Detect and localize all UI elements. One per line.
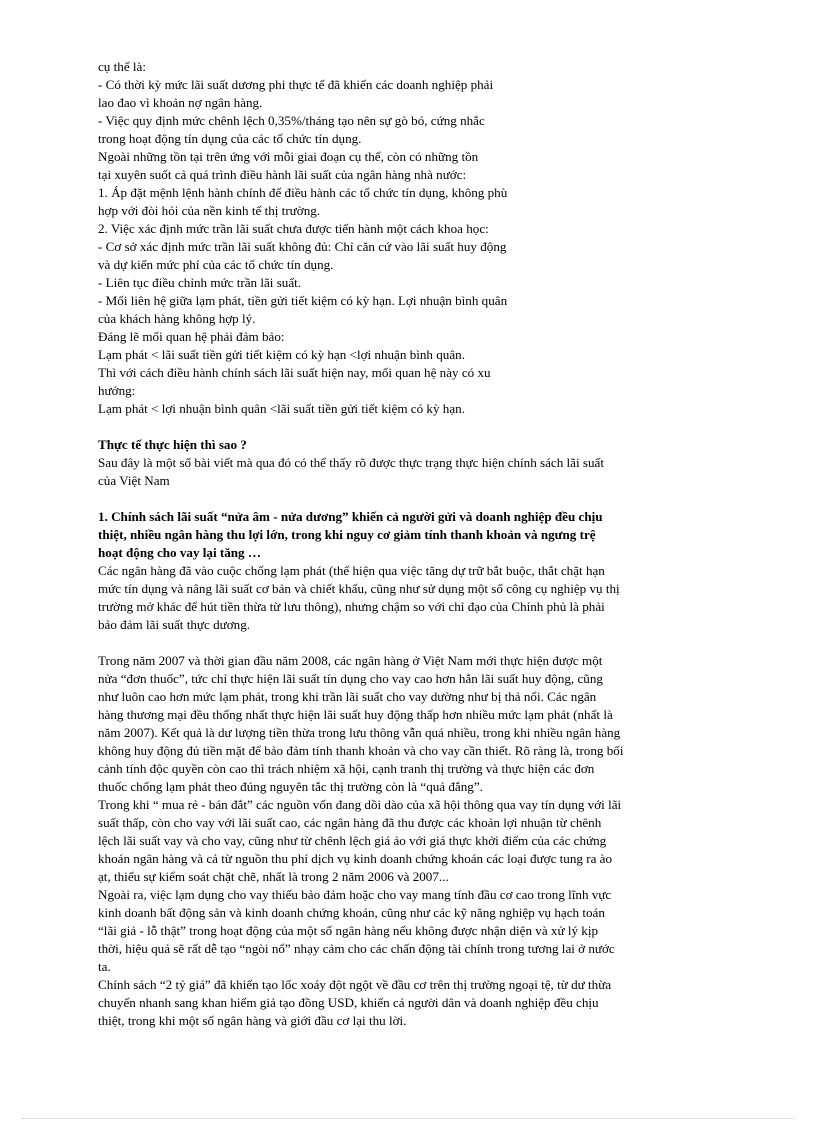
text-line: Ngoài những tồn tại trên ứng với mỗi giai đoạn cụ thể, còn có những tồn	[98, 149, 479, 164]
blank-line	[98, 634, 788, 652]
text-line: Các ngân hàng đã vào cuộc chống lạm phát (thể hiện qua việc tăng dự trữ bắt buộc, thắt chặt hạn	[98, 563, 605, 578]
text-line: Trong năm 2007 và thời gian đầu năm 2008, các ngân hàng ở Việt Nam mới thực hiện được một	[98, 653, 603, 668]
text-line: - Cơ sở xác định mức trần lãi suất không đủ: Chỉ căn cứ vào lãi suất huy động	[98, 239, 507, 254]
text-line: Lạm phát < lợi nhuận bình quân <lãi suất tiền gửi tiết kiệm có kỳ hạn.	[98, 401, 465, 416]
text-line: cụ thể là:	[98, 59, 146, 74]
blank-line	[98, 490, 788, 508]
text-line: Ngoài ra, việc lạm dụng cho vay thiếu bảo đảm hoặc cho vay mang tính đầu cơ cao trong lĩnh vực	[98, 887, 612, 902]
text-line: và dự kiến mức phí của các tổ chức tín dụng.	[98, 257, 334, 272]
article-heading	[98, 508, 788, 562]
text-line: Thì với cách điều hành chính sách lãi suất hiện nay, mối quan hệ này có xu	[98, 365, 491, 380]
text-line: trong hoạt động tín dụng của các tổ chức tín dụng.	[98, 131, 362, 146]
text-line: trường mở khác để hút tiền thừa từ lưu thông), nhưng chậm so với chỉ đạo của Chính phủ là phải	[98, 599, 605, 614]
text-line: không huy động đủ tiền mặt để bảo đảm tính thanh khoản và cho vay cần thiết. Rõ ràng là, trong bối	[98, 743, 624, 758]
text-line: ta.	[98, 959, 111, 974]
text-line: “lãi giả - lỗ thật” trong hoạt động của một số ngân hàng nếu không được nhận diện và xử lý kịp	[98, 923, 599, 938]
paragraph-2007-2008	[98, 652, 788, 1030]
text-line: của Việt Nam	[98, 473, 170, 488]
text-line: Lạm phát < lãi suất tiền gửi tiết kiệm có kỳ hạn <lợi nhuận bình quân.	[98, 347, 465, 362]
text-line: bảo đảm lãi suất thực dương.	[98, 617, 251, 632]
document-page	[98, 58, 788, 1030]
text-line: - Việc quy định mức chênh lệch 0,35%/tháng tạo nên sự gò bó, cứng nhắc	[98, 113, 485, 128]
text-line: - Mối liên hệ giữa lạm phát, tiền gửi tiết kiệm có kỳ hạn. Lợi nhuận bình quân	[98, 293, 508, 308]
text-line: của khách hàng không hợp lý.	[98, 311, 256, 326]
text-line: cảnh tính độc quyền còn cao thì trách nhiệm xã hội, cạnh tranh thị trường và thực hiện các đơn	[98, 761, 595, 776]
text-line: kinh doanh bất động sản và kinh doanh chứng khoán, cũng như các kỹ năng nghiệp vụ hạch toán	[98, 905, 605, 920]
text-line: suất thấp, còn cho vay với lãi suất cao, các ngân hàng đã thu được các khoản lợi nhuận từ chênh	[98, 815, 602, 830]
text-line: - Liên tục điều chỉnh mức trần lãi suất.	[98, 275, 302, 290]
text-line: 1. Áp đặt mệnh lệnh hành chính để điều hành các tổ chức tín dụng, không phù	[98, 185, 508, 200]
text-line: khoán ngân hàng và cả từ nguồn thu phí dịch vụ kinh doanh chứng khoán các loại được tung ra ào	[98, 851, 613, 866]
text-line: nửa “đơn thuốc”, tức chỉ thực hiện lãi suất tín dụng cho vay cao hơn hẳn lãi suất huy động, cũng	[98, 671, 603, 686]
text-line: - Có thời kỳ mức lãi suất dương phi thực tế đã khiến các doanh nghiệp phải	[98, 77, 494, 92]
text-line: Sau đây là một số bài viết mà qua đó có thể thấy rõ được thực trạng thực hiện chính sách lãi suất	[98, 455, 605, 470]
text-line: hợp với đòi hỏi của nền kinh tế thị trường.	[98, 203, 321, 218]
text-line: lệch lãi suất vay và cho vay, cũng như từ chênh lệch giá ảo với giá thực khởi điểm của các chứng	[98, 833, 607, 848]
text-line: thuốc chống lạm phát theo đúng nguyên tắc thị trường còn là “quả đắng”.	[98, 779, 483, 794]
text-line: thời, hiệu quả sẽ rất dễ tạo “ngòi nổ” nhạy cảm cho các chấn động tài chính trong tương lai ở nước	[98, 941, 615, 956]
text-line: lao đao vì khoản nợ ngân hàng.	[98, 95, 263, 110]
paragraph-anti-inflation	[98, 562, 788, 634]
page-bottom-divider	[22, 1118, 794, 1119]
paragraph-intro	[98, 454, 788, 490]
text-line: mức tín dụng và nâng lãi suất cơ bản và chiết khấu, cũng như sử dụng một số công cụ nghiệp vụ thị	[98, 581, 620, 596]
text-line: 2. Việc xác định mức trần lãi suất chưa được tiến hành một cách khoa học:	[98, 221, 489, 236]
text-line: năm 2007). Kết quả là dư lượng tiền thừa trong lưu thông vẫn quá nhiều, trong khi nhiều ngân hàng	[98, 725, 621, 740]
text-line: thiệt, trong khi một số ngân hàng và giới đầu cơ lại thu lời.	[98, 1013, 407, 1028]
section-heading: Thực tế thực hiện thì sao ?	[98, 437, 247, 452]
heading-line: hoạt động cho vay lại tăng …	[98, 545, 261, 560]
text-line: ạt, thiếu sự kiểm soát chặt chẽ, nhất là trong 2 năm 2006 và 2007...	[98, 869, 449, 884]
text-line: chuyển nhanh sang khan hiếm giả tạo đồng USD, khiến cả người dân và doanh nghiệp đều chịu	[98, 995, 599, 1010]
text-line: Trong khi “ mua rẻ - bán đắt” các nguồn vốn đang dồi dào của xã hội thông qua vay tín dụng với lãi	[98, 797, 622, 812]
text-line: hàng thương mại đều thống nhất thực hiện lãi suất huy động thấp hơn nhiều mức lạm phát (nhất là	[98, 707, 613, 722]
heading-line: 1. Chính sách lãi suất “nửa âm - nửa dương” khiến cả người gửi và doanh nghiệp đều chịu	[98, 509, 603, 524]
text-line: như luôn cao hơn mức lạm phát, trong khi trần lãi suất cho vay dường như bị thả nổi. Các ngân	[98, 689, 597, 704]
text-line: hướng:	[98, 383, 136, 398]
paragraph-interest-rate-issues	[98, 58, 788, 418]
text-line: Đáng lẽ mối quan hệ phải đảm bảo:	[98, 329, 285, 344]
text-line: Chính sách “2 tỷ giá” đã khiến tạo lốc xoáy đột ngột về đầu cơ trên thị trường ngoại tệ, từ dư thừa	[98, 977, 612, 992]
text-line: tại xuyên suốt cả quá trình điều hành lãi suất của ngân hàng nhà nước:	[98, 167, 467, 182]
heading-line: thiệt, nhiều ngân hàng thu lợi lớn, trong khi nguy cơ giảm tính thanh khoản và ngưng trệ	[98, 527, 596, 542]
blank-line	[98, 418, 788, 436]
